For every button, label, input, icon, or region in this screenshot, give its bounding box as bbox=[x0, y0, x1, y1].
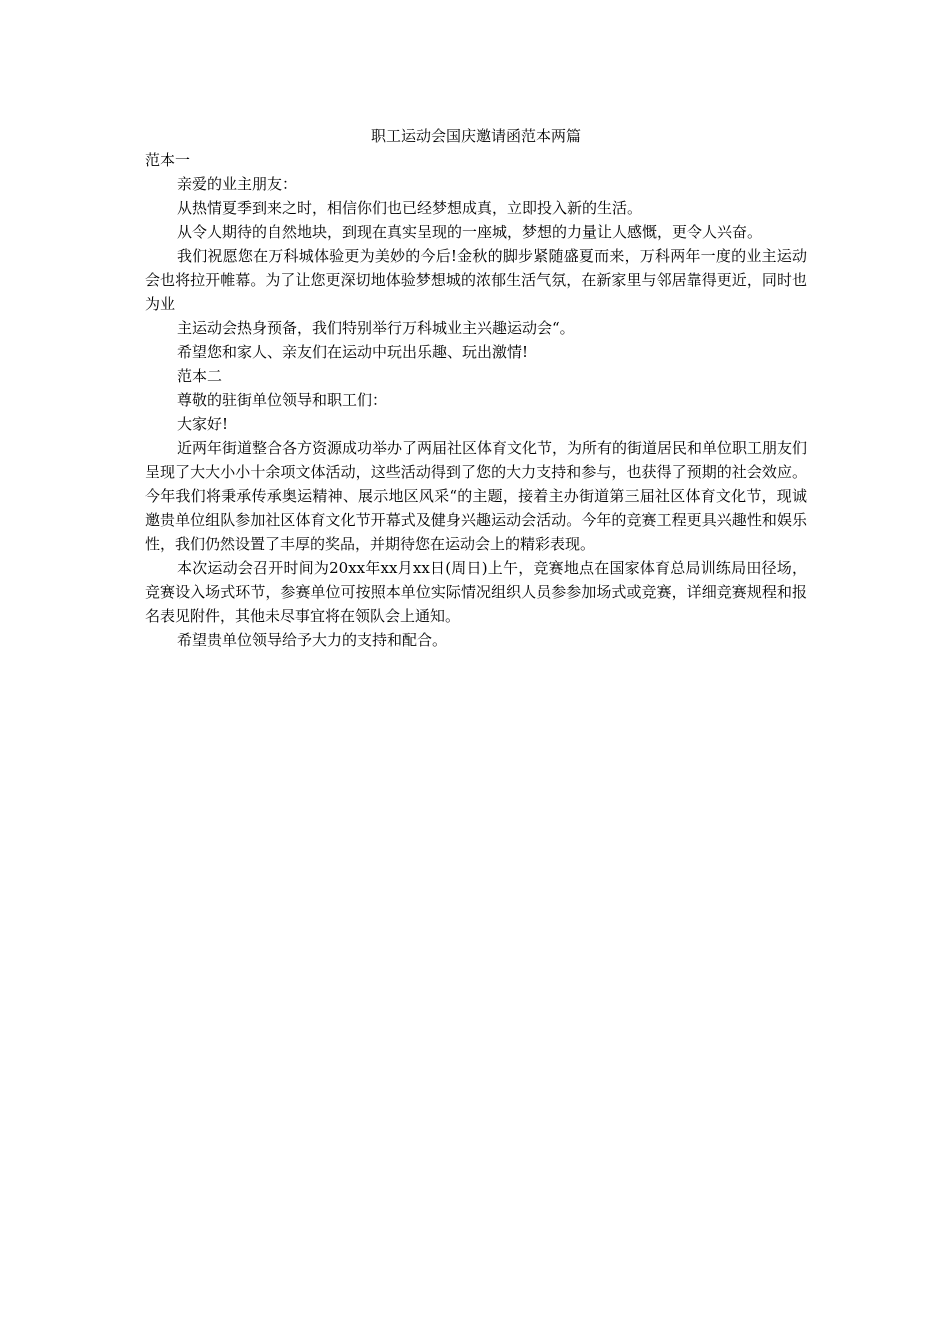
paragraph: 近两年街道整合各方资源成功举办了两届社区体育文化节，为所有的街道居民和单位职工朋友们呈现了大大小小十余项文体活动，这些活动得到了您的大力支持和参与，也获得了预期的社会效应。今年我们将秉承传承奥运精神、展示地区风采“的主题，接着主办街道第三届社区体育文化节，现诚邀贵单位组队参加社区体育文化节开幕式及健身兴趣运动会活动。今年的竞赛工程更具兴趣性和娱乐性，我们仍然设置了丰厚的奖品，并期待您在运动会上的精彩表现。 bbox=[145, 439, 808, 553]
document-body bbox=[145, 124, 807, 652]
section-heading-2: 范本二 bbox=[177, 367, 223, 385]
paragraph: 主运动会热身预备，我们特别举行万科城业主兴趣运动会“。 bbox=[177, 319, 575, 337]
paragraph: 从令人期待的自然地块，到现在真实呈现的一座城，梦想的力量让人感慨，更令人兴奋。 bbox=[177, 223, 763, 241]
paragraph: 我们祝愿您在万科城体验更为美妙的今后!金秋的脚步紧随盛夏而来，万科两年一度的业主运动会也将拉开帷幕。为了让您更深切地体验梦想城的浓郁生活气氛，在新家里与邻居靠得更近，同时也为业 bbox=[145, 247, 807, 313]
paragraph: 希望您和家人、亲友们在运动中玩出乐趣、玩出激情! bbox=[177, 343, 529, 361]
greeting: 大家好! bbox=[177, 415, 229, 433]
section-heading-1: 范本一 bbox=[145, 151, 191, 169]
paragraph: 希望贵单位领导给予大力的支持和配合。 bbox=[177, 631, 448, 649]
paragraph: 从热情夏季到来之时，相信你们也已经梦想成真，立即投入新的生活。 bbox=[177, 199, 643, 217]
document-title: 职工运动会国庆邀请函范本两篇 bbox=[370, 127, 581, 145]
salutation-2: 尊敬的驻街单位领导和职工们： bbox=[177, 391, 388, 409]
paragraph: 本次运动会召开时间为20xx年xx月xx日(周日)上午，竞赛地点在国家体育总局训练局田径场，竞赛设入场式环节，参赛单位可按照本单位实际情况组织人员参参加场式或竞赛，详细竞赛规程和报名表见附件，其他未尽事宜将在领队会上通知。 bbox=[145, 559, 807, 625]
salutation-1: 亲爱的业主朋友： bbox=[177, 175, 298, 193]
